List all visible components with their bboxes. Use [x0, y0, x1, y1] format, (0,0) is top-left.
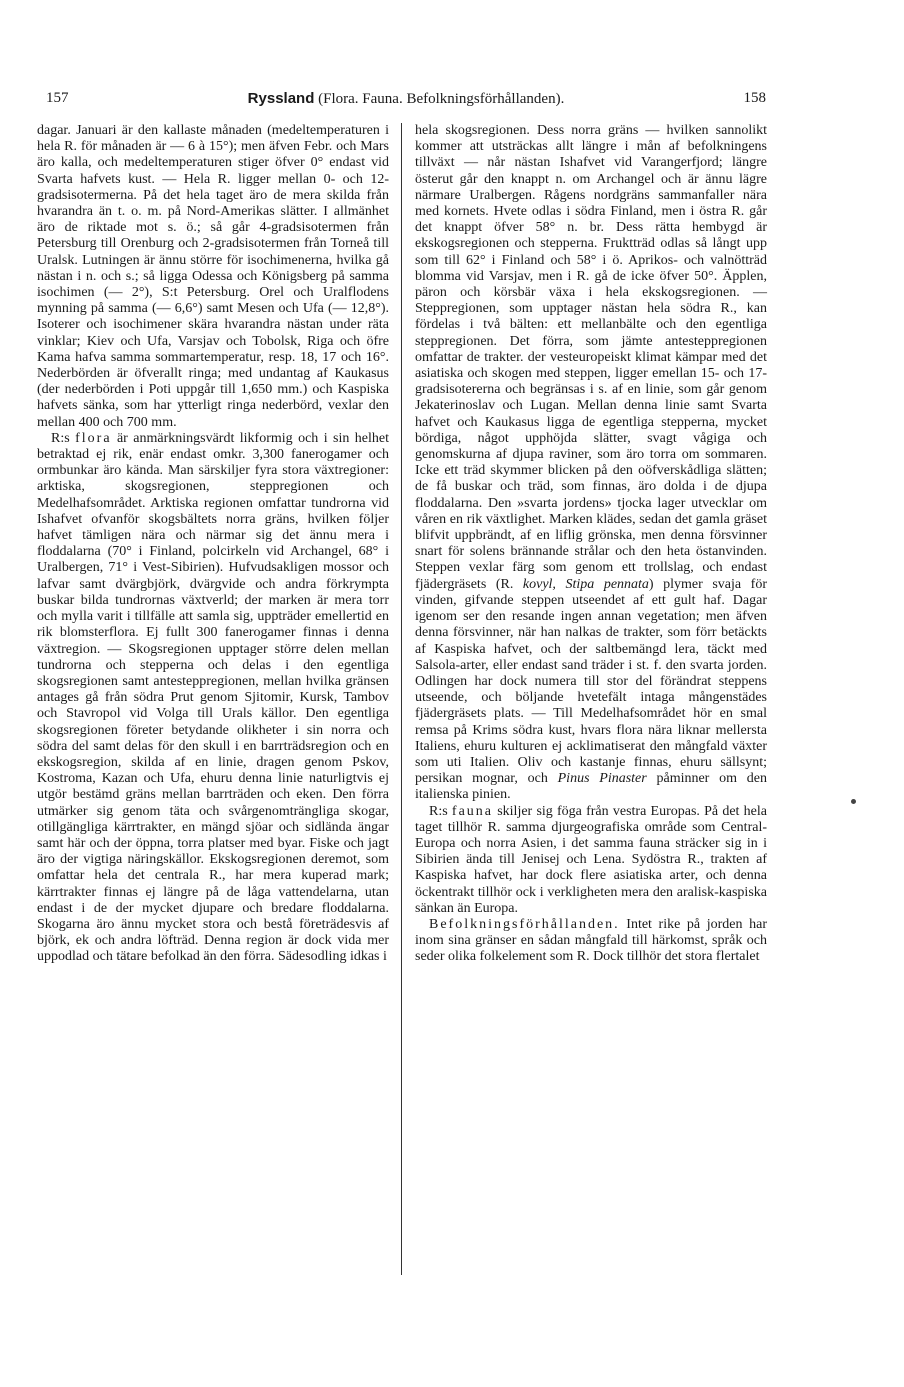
right-paragraph-fauna: [415, 804, 767, 917]
running-title: [46, 90, 766, 108]
right-paragraph-vegetation: [415, 123, 767, 804]
running-title-subtitle: (Flora. Fauna. Befolkningsförhållanden).: [318, 91, 565, 107]
population-keyword: Befolkningsförhållanden.: [429, 916, 620, 932]
population-text: Intet rike på jorden har inom sina gränser en sådan mångfald till härkomst, språk och seder olika folkelement som R. Dock tillhör det stora flertalet: [415, 916, 767, 965]
margin-dot: [851, 799, 856, 804]
flora-intro: R:s: [51, 430, 76, 446]
fauna-keyword: fauna: [451, 803, 493, 819]
right-paragraph-population: [415, 917, 767, 966]
left-paragraph-climate: dagar. Januari är den kallaste månaden (medeltemperaturen i hela R. för månaden är — 6 à 15°); men äfven Febr. och Mars äro kalla, och medeltemperaturen stiger öfver 0° endast vid Svarta hafvets kust. — Hela R. ligger mellan 0- och 12-gradsisotermerna. På det hela taget äro de mera skilda från hvarandra än t. o. m. på Nord-Amerikas slätter. I allmänhet äro de riktade mot s. ö.; så går 4-gradsisotermen från Petersburg till Orenburg och 2-gradsisotermen från Torneå till Uralsk. Lutningen är ännu större för isochimenerna, hvilka gå nästan i n. och s.; så ligga Odessa och Königsberg på samma isochimen (— 2°), S:t Petersburg. Orel och Uralflodens mynning på samma (— 6,6°) samt Mesen och Ufa (— 12,8°). Isoterer och isochimener skära hvarandra nästan under räta vinklar; Kiev och Ufa, Varsjav och Tobolsk, Riga och öfre Kama hafva samma sommartemperatur, resp. 18, 17 och 16°. Nederbörden är öfverallt ringa; med undantag af Kaukasus (der nederbörden i Poti uppgår till 1,650 mm.) och Kaspiska hafvets sänka, som har ytterligt ringa nederbörd, vexlar den mellan 400 och 700 mm.: [37, 123, 389, 430]
right-column: [415, 123, 767, 966]
page-number-left: 157: [46, 90, 69, 106]
vegetation-text-3: påminner om den italienska pinien.: [415, 771, 767, 803]
fauna-text: skiljer sig föga från vestra Europas. På det hela taget tillhör R. samma djurgeografiska område som Central-Europa och norra Asien, i det samma fauna sträcker sig in i Sibirien ända till Jenisej och Lena. Sydöstra R., trakten af Kaspiska hafvet, har dock flere asiatiska arter, och denna öckentrakt tillhör ock i verkligheten mera den aralisk-kaspiska sänkan än Europa.: [415, 803, 767, 916]
fauna-intro: R:s: [429, 803, 452, 819]
vegetation-italic-1: kovyl, Stipa pennata: [522, 576, 649, 592]
column-divider: [401, 123, 402, 1275]
vegetation-text-1: hela skogsregionen. Dess norra gräns — hvilken sannolikt kommer att utsträckas allt längre i mån af befolkningens tillväxt — når nästan Ishafvet vid Varangerfjord; längre österut går den knappt n. om Archangel och är ännu lägre närmare Uralbergen. Rågens nordgräns sammanfaller nära med kornets. Hvete odlas i södra Finland, men i östra R. går det knappt öfver 58° n. br. Dess rätta hembygd är ekskogsregionen och stepperna. Fruktträd odlas så långt upp som till 62° i Finland och 58° i ö. Aprikos- och valnötträd blomma vid Varsjav, men i R. gå de icke öfver 50°. Äpplen, päron och körsbär växa i hela ekskogsregionen. — Steppregionen, som upptager nästan hela södra R., kan fördelas i två bälten: ett mellanbälte och den egentliga steppregionen. Det förra, som jämte antesteppregionen omfattar de trakter. der vesteuropeiskt klimat kämpar med det asiatiska och skogen med steppen, ligger emellan 15- och 17-gradsisotererna och begränsas i s. af en linie, som går genom Jekaterinoslav och Lugan. Mellan denna linie samt Svarta hafvet och Kaukasus ligga de egentliga stepperna, mycket bördiga, något upphöjda slätter, svagt vågiga och genomskurna af djupa raviner, som äro torra om sommaren. Icke ett träd skymmer blicken på den oöfverskådliga slätten; de få buskar och träd, som finnas, äro dolda i de djupa floddalarna. Den »svarta jordens» tjocka lager utvecklar om våren en rik växtlighet. Marken klädes, sedan det gamla gräset blifvit uppbrändt, af en liflig grönska, men denna försvinner snart för solens brännande strålar och den heta östanvinden. Steppen vexlar färg som genom ett trollslag, och endast fjädergräsets (R.: [415, 123, 767, 592]
left-paragraph-flora: [37, 431, 389, 966]
flora-text: är anmärkningsvärdt likformig och i sin helhet betraktad ej rik, enär endast omkr. 3,300 fanerogamer och ormbunkar äro kända. Man särskiljer fyra stora växtregioner: arktiska, skogsregionen, steppregionen och Medelhafsområdet. Arktiska regionen omfattar tundrorna vid Ishafvet ofvanför skogsbältets norra gräns, hvilken följer hafvet tämligen nära och närmar sig det ännu mera i floddalarna (70° i Finland, polcirkeln vid Archangel, 68° i Uralbergen, 71° i Vest-Sibirien). Hufvudsakligen mossor och lafvar samt dvärgbjörk, dvärgvide och andra förkrympta buskar bilda tundrornas växtverld; der marken är mera torr och mylla varit i tillfälle att samla sig, uppträder emellertid en rik blomsterflora. Ej fullt 300 fanerogamer finnas i denna växtregion. — Skogsregionen upptager större delen mellan tundrorna och stepperna och delas i den egentliga skogsregionen samt antesteppregionen, mellan hvilka gränsen antages gå från södra Prut genom Sjitomir, Kursk, Tambov och Stavropol vid Volga till Urals källor. Den egentliga skogsregionen företer betydande olikheter i sin norra och södra del samt delas för den skull i en barrträdsregion och en ekskogsregion, skilda af en linie, dragen genom Pskov, Kostroma, Kazan och Ufa, ehuru denna linie naturligtvis ej utgör bestämd gräns mellan barrträden och eken. Den förra utmärker sig genom täta och svårgenomträngliga skogar, otillgängliga kärrtrakter, en mängd sjöar och sidlända ängar samt här och der öppna, torra platser med byar. Fiske och jagt äro der vigtiga näringskällor. Ekskogsregionen deremot, som omfattar hela det centrala R., har mera kuperad mark; kärrtrakter finnas ej längre på de låga vattendelarna, utan endast i de der mycket djupare och bredare floddalarna. Skogarna äro ännu mycket stora och bestå företrädesvis af björk, ek och andra löfträd. Denna region är dock vida mer uppodlad och tätare befolkad än den förra. Sädesodling idkas i: [37, 430, 389, 965]
running-title-country: Ryssland: [247, 90, 315, 107]
flora-keyword: flora: [75, 430, 112, 446]
running-header: [46, 90, 766, 112]
vegetation-text-2: ) plymer svaja för vinden, gifvande steppen utseendet af ett gult haf. Dagar igenom ser den resande ingen annan vegetation; men äfven denna försvinner, när han nalkas de trakter, som förr betäckts af Kaspiska hafvet, och der saltbemängd lera, täckt med Salsola-arter, eller endast sand träder i st. f. den svarta jorden. Odlingen har dock numera till stor del förändrat steppens utseende, och böljande hvetefält intaga mångenstädes fjädergräsets plats. — Till Medelhafsområdet hör en smal remsa på Krims södra kust, hvars flora nära liknar mellersta Italiens, ehuru kulturen ej acklimatiserat den mångfald växter som uti Italien. Oliv och kastanje finnas, ehuru sällsynt; persikan mognar, och: [415, 576, 767, 787]
vegetation-italic-2: Pinus Pinaster: [557, 771, 647, 787]
left-column: [37, 123, 389, 966]
page-number-right: 158: [743, 90, 766, 106]
